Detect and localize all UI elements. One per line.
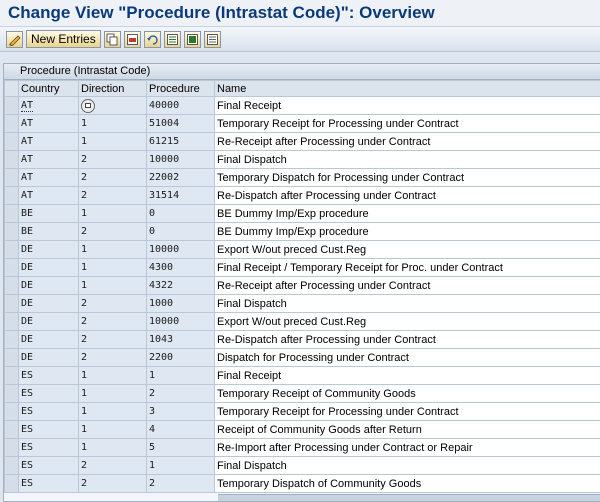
cell-country: AT <box>19 97 79 115</box>
cell-name: Dispatch for Processing under Contract <box>215 349 600 367</box>
deselect-all-button[interactable] <box>204 31 221 48</box>
cell-procedure: 4322 <box>147 277 215 295</box>
new-entries-button[interactable]: New Entries <box>26 30 101 48</box>
column-header-procedure[interactable]: Procedure <box>147 81 215 97</box>
table-row <box>5 475 600 493</box>
cell-direction: 1 <box>79 421 147 439</box>
row-selector[interactable] <box>5 115 19 133</box>
table-row <box>5 349 600 367</box>
cell-name: Re-Dispatch after Processing under Contract <box>215 331 600 349</box>
cell-direction: 2 <box>79 349 147 367</box>
cell-direction: 1 <box>79 403 147 421</box>
cell-name: Temporary Dispatch of Community Goods <box>215 475 600 493</box>
cell-country: AT <box>19 151 79 169</box>
table-row <box>5 169 600 187</box>
cell-name: Final Dispatch <box>215 295 600 313</box>
cell-direction: 2 <box>79 331 147 349</box>
cell-procedure: 1043 <box>147 331 215 349</box>
display-change-button[interactable] <box>6 31 23 48</box>
cell-country: AT <box>19 169 79 187</box>
row-selector[interactable] <box>5 187 19 205</box>
row-selector[interactable] <box>5 97 19 115</box>
cell-direction: 2 <box>79 187 147 205</box>
table-control <box>3 63 600 502</box>
cell-country: DE <box>19 259 79 277</box>
cell-name: Re-Dispatch after Processing under Contract <box>215 187 600 205</box>
copy-icon <box>106 33 119 46</box>
cell-name: Final Receipt <box>215 367 600 385</box>
cell-name: Re-Import after Processing under Contract or Repair <box>215 439 600 457</box>
row-selector[interactable] <box>5 241 19 259</box>
select-block-icon <box>186 33 199 46</box>
row-selector[interactable] <box>5 133 19 151</box>
select-all-icon <box>166 33 179 46</box>
cell-name: Re-Receipt after Processing under Contract <box>215 277 600 295</box>
column-header-direction[interactable]: Direction <box>79 81 147 97</box>
cell-name: Final Receipt / Temporary Receipt for Proc. under Contract <box>215 259 600 277</box>
table-row <box>5 223 600 241</box>
cell-country: DE <box>19 241 79 259</box>
cell-direction: 2 <box>79 169 147 187</box>
cell-name: BE Dummy Imp/Exp procedure <box>215 223 600 241</box>
table-row <box>5 205 600 223</box>
cell-country: DE <box>19 331 79 349</box>
cell-country: ES <box>19 385 79 403</box>
cell-country: AT <box>19 115 79 133</box>
row-selector[interactable] <box>5 223 19 241</box>
cell-name: Re-Receipt after Processing under Contract <box>215 133 600 151</box>
value-help-icon[interactable] <box>81 99 95 113</box>
row-selector[interactable] <box>5 205 19 223</box>
cell-country: ES <box>19 457 79 475</box>
cell-country: BE <box>19 205 79 223</box>
cell-procedure: 2 <box>147 475 215 493</box>
cell-direction: 2 <box>79 457 147 475</box>
row-selector[interactable] <box>5 367 19 385</box>
table-row <box>5 151 600 169</box>
cell-procedure: 0 <box>147 223 215 241</box>
cell-direction: 1 <box>79 385 147 403</box>
cell-procedure: 31514 <box>147 187 215 205</box>
cell-country: AT <box>19 187 79 205</box>
cell-name: Temporary Receipt for Processing under Contract <box>215 115 600 133</box>
cell-name: Final Dispatch <box>215 457 600 475</box>
table-row <box>5 421 600 439</box>
cell-direction[interactable] <box>79 97 147 115</box>
row-selector[interactable] <box>5 277 19 295</box>
table-row <box>5 403 600 421</box>
cell-procedure: 1000 <box>147 295 215 313</box>
copy-as-button[interactable] <box>104 31 121 48</box>
table-row <box>5 241 600 259</box>
cell-procedure: 40000 <box>147 97 215 115</box>
row-selector[interactable] <box>5 259 19 277</box>
cell-procedure: 51004 <box>147 115 215 133</box>
pencil-glasses-icon <box>8 33 21 46</box>
application-toolbar <box>0 27 600 52</box>
cell-procedure: 5 <box>147 439 215 457</box>
cell-name: Export W/out preced Cust.Reg <box>215 313 600 331</box>
table-row <box>5 133 600 151</box>
row-selector[interactable] <box>5 475 19 493</box>
table-row <box>5 187 600 205</box>
cell-direction: 2 <box>79 151 147 169</box>
cell-country: DE <box>19 295 79 313</box>
table-caption: Procedure (Intrastat Code) <box>4 64 600 80</box>
row-selector[interactable] <box>5 439 19 457</box>
table-row <box>5 277 600 295</box>
cell-procedure: 22002 <box>147 169 215 187</box>
cell-direction: 1 <box>79 367 147 385</box>
select-all-rows-cell[interactable] <box>5 81 19 97</box>
cell-country: DE <box>19 313 79 331</box>
cell-name: Receipt of Community Goods after Return <box>215 421 600 439</box>
cell-direction: 2 <box>79 313 147 331</box>
cell-name: Export W/out preced Cust.Reg <box>215 241 600 259</box>
cell-country: ES <box>19 475 79 493</box>
cell-procedure: 10000 <box>147 241 215 259</box>
cell-country: BE <box>19 223 79 241</box>
cell-name: Temporary Receipt of Community Goods <box>215 385 600 403</box>
cell-procedure: 0 <box>147 205 215 223</box>
delete-icon <box>126 33 139 46</box>
cell-name: BE Dummy Imp/Exp procedure <box>215 205 600 223</box>
table-row <box>5 385 600 403</box>
row-selector[interactable] <box>5 313 19 331</box>
row-selector[interactable] <box>5 421 19 439</box>
cell-name: Final Dispatch <box>215 151 600 169</box>
cell-procedure: 2 <box>147 385 215 403</box>
row-selector[interactable] <box>5 349 19 367</box>
cell-procedure: 61215 <box>147 133 215 151</box>
cell-procedure: 4300 <box>147 259 215 277</box>
select-all-button[interactable] <box>164 31 181 48</box>
table-header-row <box>5 81 600 97</box>
cell-procedure: 1 <box>147 457 215 475</box>
row-selector[interactable] <box>5 151 19 169</box>
undo-icon <box>146 33 159 46</box>
cell-country: ES <box>19 367 79 385</box>
cell-direction: 1 <box>79 115 147 133</box>
table-row <box>5 367 600 385</box>
cell-country: ES <box>19 439 79 457</box>
table-row <box>5 313 600 331</box>
table-row <box>5 439 600 457</box>
delete-button[interactable] <box>124 31 141 48</box>
cell-procedure: 2200 <box>147 349 215 367</box>
cell-name: Temporary Dispatch for Processing under Contract <box>215 169 600 187</box>
cell-direction: 1 <box>79 259 147 277</box>
table-row <box>5 97 600 115</box>
cell-country: AT <box>19 133 79 151</box>
page-title: Change View "Procedure (Intrastat Code)": Overview <box>0 0 600 27</box>
cell-name: Temporary Receipt for Processing under Contract <box>215 403 600 421</box>
cell-direction: 1 <box>79 133 147 151</box>
row-selector[interactable] <box>5 331 19 349</box>
cell-procedure: 10000 <box>147 151 215 169</box>
cell-procedure: 1 <box>147 367 215 385</box>
cell-country: ES <box>19 421 79 439</box>
row-selector[interactable] <box>5 403 19 421</box>
undo-change-button[interactable] <box>144 31 161 48</box>
table-row <box>5 457 600 475</box>
procedure-table <box>4 80 600 493</box>
select-block-button[interactable] <box>184 31 201 48</box>
cell-direction: 1 <box>79 205 147 223</box>
cell-name: Final Receipt <box>215 97 600 115</box>
table-row <box>5 115 600 133</box>
cell-country: ES <box>19 403 79 421</box>
column-header-country[interactable]: Country <box>19 81 79 97</box>
cell-direction: 2 <box>79 295 147 313</box>
row-selector[interactable] <box>5 457 19 475</box>
cell-procedure: 3 <box>147 403 215 421</box>
table-row <box>5 259 600 277</box>
cell-procedure: 10000 <box>147 313 215 331</box>
cell-country: DE <box>19 277 79 295</box>
deselect-all-icon <box>206 33 219 46</box>
row-selector[interactable] <box>5 385 19 403</box>
table-row <box>5 295 600 313</box>
cell-direction: 2 <box>79 475 147 493</box>
column-header-name[interactable]: Name <box>215 81 600 97</box>
table-row <box>5 331 600 349</box>
cell-procedure: 4 <box>147 421 215 439</box>
row-selector[interactable] <box>5 295 19 313</box>
cell-direction: 1 <box>79 277 147 295</box>
cell-country: DE <box>19 349 79 367</box>
cell-direction: 1 <box>79 439 147 457</box>
row-selector[interactable] <box>5 169 19 187</box>
cell-direction: 2 <box>79 223 147 241</box>
cell-direction: 1 <box>79 241 147 259</box>
